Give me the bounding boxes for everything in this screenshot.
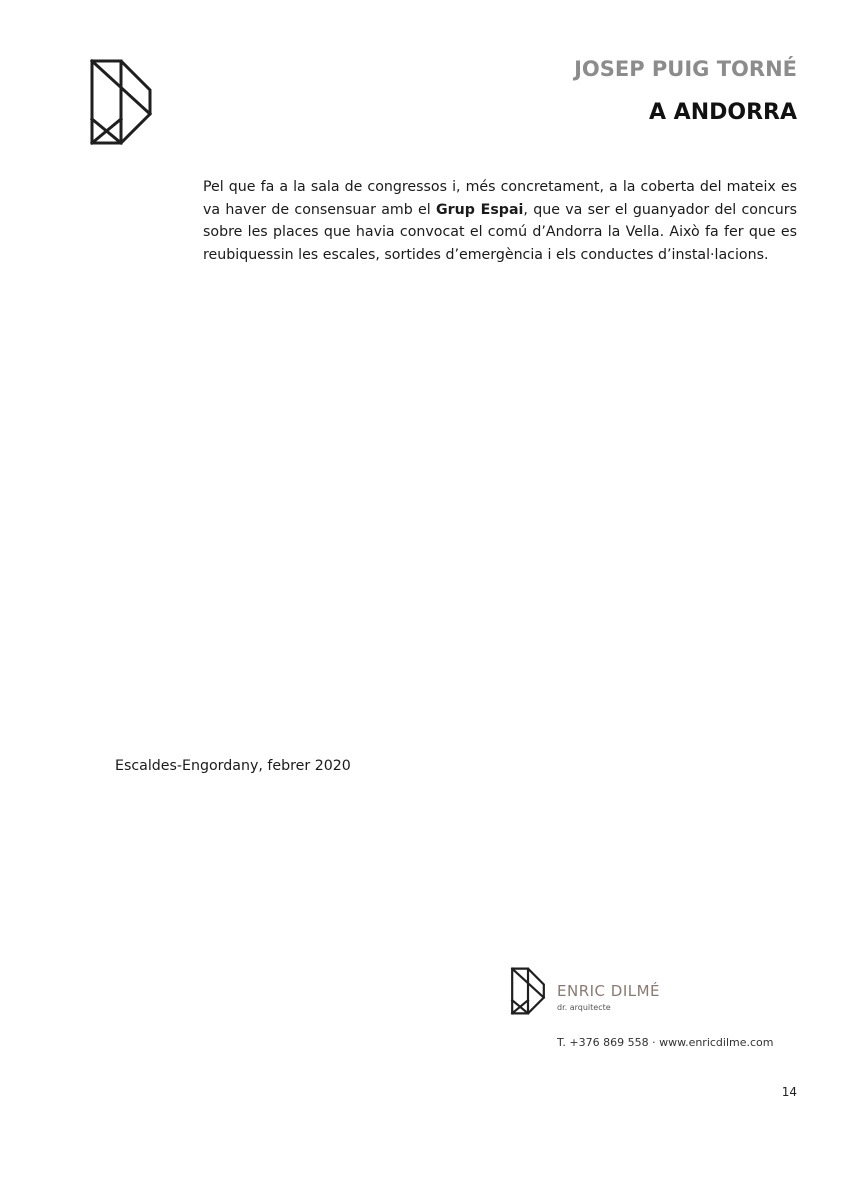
body-text-start: Pel que fa a la sala de congressos i, més concretament, a la coberta del mateix es va haver de consensuar amb el xyxy=(203,179,797,218)
footer-role: dr. arquitecte xyxy=(557,1003,611,1012)
page-number: 14 xyxy=(781,1085,797,1099)
footer-logo-icon xyxy=(510,966,546,1016)
page-title: A ANDORRA xyxy=(649,100,797,125)
header-subtitle: JOSEP PUIG TORNÉ xyxy=(574,57,797,81)
place-date: Escaldes-Engordany, febrer 2020 xyxy=(115,758,351,774)
footer-contact: T. +376 869 558 · www.enricdilme.com xyxy=(557,1036,774,1049)
body-text-emphasis: Grup Espai xyxy=(436,201,524,218)
footer-name: ENRIC DILMÉ xyxy=(557,982,661,1000)
architect-logo-icon xyxy=(88,57,154,147)
body-paragraph xyxy=(203,176,797,266)
body-text-end: , que va ser el guanyador del concurs sobre les places que havia convocat el comú d’Andorra la Vella. Això fa fer que es reubiquessin les escales, sortides d’emergència i els conductes d’instal·lacions. xyxy=(203,201,797,263)
